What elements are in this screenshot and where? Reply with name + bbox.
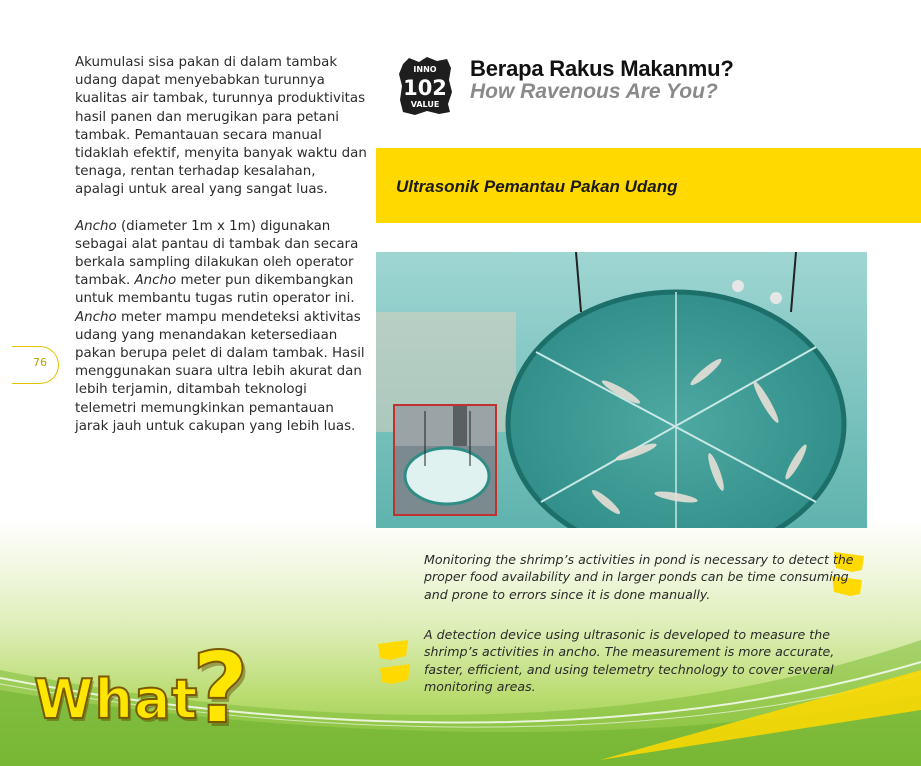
text-run: Akumulasi sisa pakan di dalam tambak udang dapat menyebabkan turunnya kualitas air tambak, turunnya produktivitas hasil panen dan merugikan para petani tambak. Pemantauan secara manual tidaklah efektif, menyita banyak waktu dan tenaga, rentan terhadap kesalahan, apalagi untuk areal yang sangat luas.	[75, 55, 367, 198]
english-paragraph-2: A detection device using ultrasonic is developed to measure the shrimp’s activities in ancho. The measurement is more accurate, faster, efficient, and using telemetry technology to cover several monitoring areas.	[424, 627, 835, 694]
band-title: Ultrasonik Pemantau Pakan Udang	[396, 177, 678, 196]
left-column-text	[75, 54, 367, 454]
inset-photo-net-in-pond	[393, 404, 497, 516]
logo-top-text: INNO	[413, 65, 437, 74]
text-run: meter pun dikembangkan untuk membantu tugas rutin operator ini.	[75, 273, 355, 307]
italic-term: Ancho	[75, 218, 117, 234]
paragraph-indonesian-1	[75, 54, 367, 200]
italic-term: Ancho	[134, 273, 177, 289]
title-english: How Ravenous Are You?	[470, 80, 718, 103]
logo-number: 102	[403, 76, 447, 100]
inset-net-illustration	[395, 406, 495, 514]
title-indonesian: Berapa Rakus Makanmu?	[470, 56, 734, 81]
italic-term: Ancho	[75, 309, 117, 325]
inno-value-badge-logo	[397, 56, 453, 116]
logo-bottom-text: VALUE	[410, 100, 440, 109]
paragraph-indonesian-2	[75, 218, 367, 436]
text-run: (diameter 1m x 1m) digunakan sebagai alat pantau di tambak dan secara berkala sampling dilakukan oleh operator tambak.	[75, 218, 359, 289]
text-run: meter mampu mendeteksi aktivitas udang yang menandakan ketersediaan pakan berupa pelet di dalam tambak. Hasil menggunakan suara ultra lebih akurat dan lebih terjamin, ditambah teknologi telemetri memungkinkan pemantauan jarak jauh untuk cakupan yang lebih luas.	[75, 309, 365, 434]
english-paragraph-1: Monitoring the shrimp’s activities in pond is necessary to detect the proper food availability and in larger ponds can be time consuming and prone to errors since it is done manually.	[424, 552, 854, 602]
what-heading: What	[34, 668, 199, 731]
page-number: 76	[33, 356, 47, 369]
question-mark-decoration: ?	[192, 632, 249, 746]
opening-quote-mark	[372, 636, 416, 692]
